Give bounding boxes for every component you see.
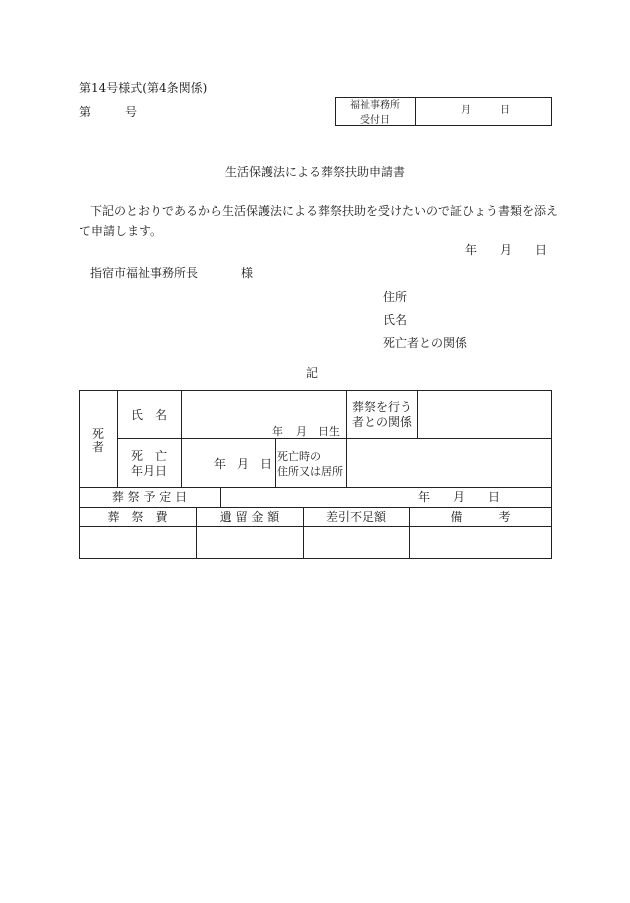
ki-heading: 記: [306, 366, 319, 380]
applicant-address-label: 住所: [383, 290, 408, 304]
shortfall-field[interactable]: [303, 526, 409, 559]
death-date-label-line1: 死 亡: [130, 449, 167, 463]
receipt-divider: [415, 97, 416, 126]
death-address-label-line1: 死亡時の: [277, 450, 321, 463]
funeral-day: 日: [488, 490, 501, 504]
death-address-label: [277, 449, 343, 479]
body-line-2: て申請します。: [79, 224, 163, 238]
performer-relation-line2: 者との関係: [352, 415, 413, 429]
applicant-relation-label: 死亡者との関係: [383, 336, 468, 350]
death-address-label-line2: 住所又は居所: [277, 465, 343, 478]
applicant-name-label: 氏名: [383, 313, 408, 327]
form-number: 第14号様式(第4条関係): [79, 81, 208, 95]
receipt-month: 月: [461, 105, 471, 116]
addressee: 指宿市福祉事務所長: [90, 266, 199, 280]
page-title: 生活保護法による葬祭扶助申請書: [224, 165, 405, 179]
deceased-label-line1: 死: [91, 427, 104, 441]
doc-number-suffix: 号: [125, 105, 138, 119]
performer-relation-label: [352, 400, 412, 430]
shortfall-header: 差引不足額: [325, 510, 386, 524]
honorific: 様: [241, 266, 254, 280]
funeral-cost-header: 葬 祭 費: [107, 510, 168, 524]
death-year: 年: [214, 457, 227, 471]
estate-amount-field[interactable]: [196, 526, 303, 559]
death-address-field[interactable]: [346, 438, 552, 487]
birth-day-suffix: 日生: [318, 425, 340, 438]
death-month: 月: [237, 457, 250, 471]
death-day: 日: [260, 457, 273, 471]
deceased-label-line2: 者: [91, 440, 104, 454]
death-date-label: [117, 449, 181, 479]
remarks-field[interactable]: [409, 526, 552, 559]
funeral-cost-field[interactable]: [79, 526, 196, 559]
receipt-label-line2: 受付日: [360, 115, 390, 126]
performer-relation-field[interactable]: [417, 390, 552, 438]
funeral-month: 月: [453, 490, 466, 504]
birth-month: 月: [296, 425, 307, 438]
body-line-1: 下記のとおりであるから生活保護法による葬祭扶助を受けたいので証ひょう書類を添え: [90, 204, 559, 218]
date-year: 年: [465, 243, 478, 257]
death-date-label-line2: 年月日: [130, 464, 167, 478]
remarks-header: 備 考: [450, 510, 511, 524]
performer-relation-line1: 葬祭を行う: [352, 400, 413, 414]
name-label: 氏 名: [131, 408, 168, 422]
date-month: 月: [500, 243, 513, 257]
funeral-year: 年: [418, 490, 431, 504]
doc-number-prefix: 第: [79, 105, 92, 119]
date-day: 日: [535, 243, 548, 257]
birth-year: 年: [272, 425, 283, 438]
receipt-label-line1: 福祉事務所: [350, 100, 400, 111]
receipt-day: 日: [500, 105, 510, 116]
deceased-label: [79, 428, 117, 454]
estate-amount-header: 遺 留 金 額: [219, 510, 280, 524]
receipt-label: [335, 98, 415, 128]
funeral-date-label: 葬 祭 予 定 日: [111, 490, 188, 504]
